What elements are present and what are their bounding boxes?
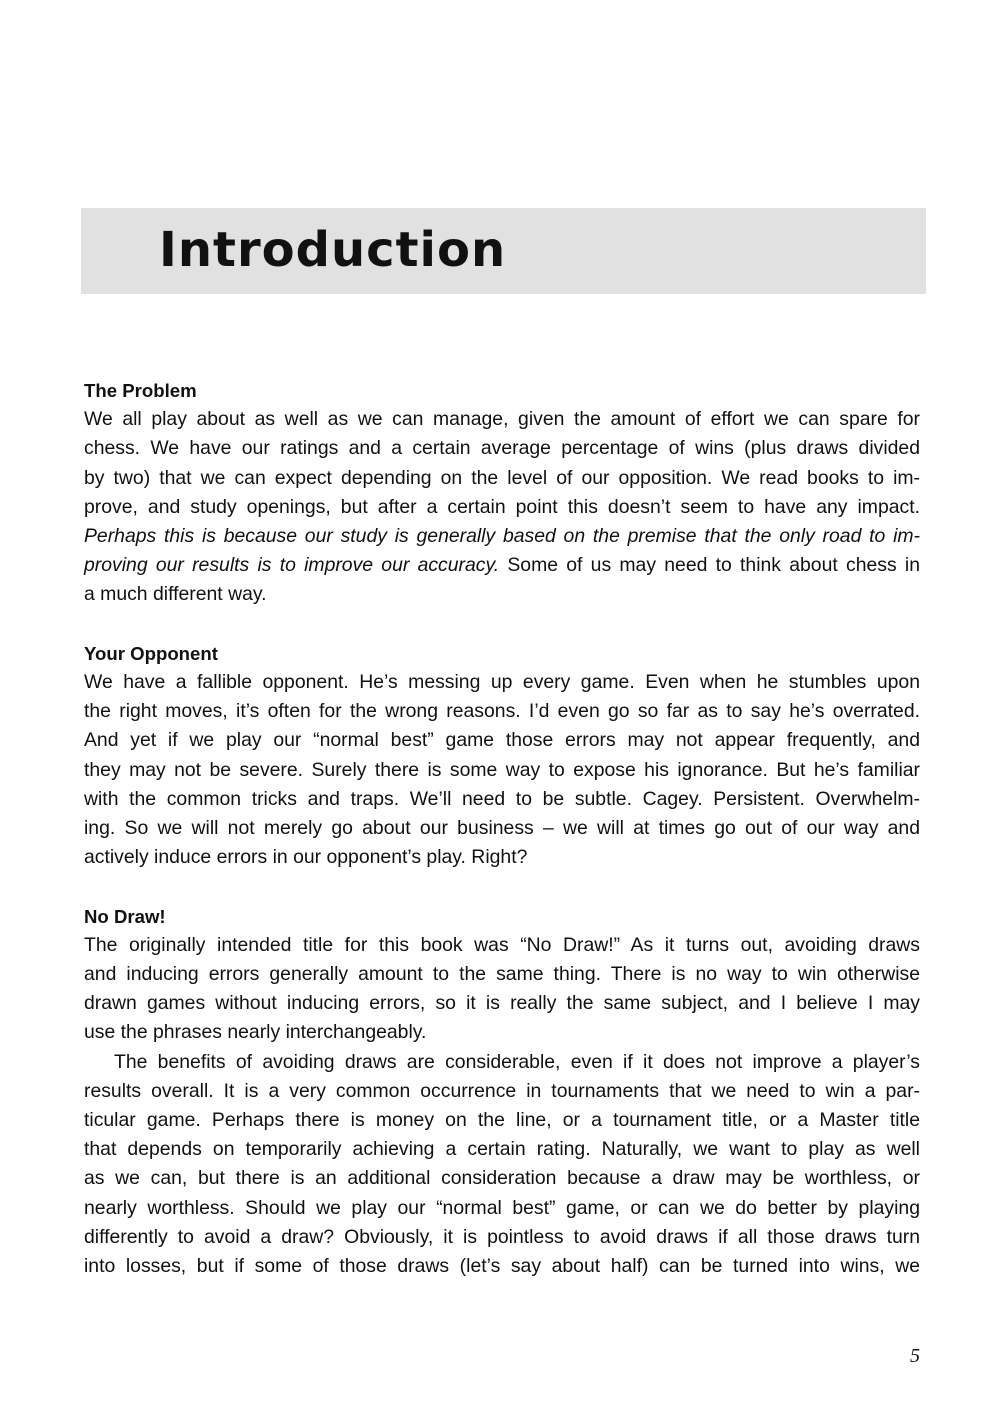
- text-line: And yet if we play our “normal best” game those errors may not appear frequently, and: [84, 729, 920, 752]
- chapter-title: Introduction: [159, 222, 507, 278]
- paragraph: [84, 931, 920, 1048]
- section-heading: No Draw!: [84, 905, 166, 927]
- paragraph: [84, 668, 920, 872]
- text-line: We have a fallible opponent. He’s messing up every game. Even when he stumbles upon: [84, 671, 920, 694]
- text-line: The originally intended title for this book was “No Draw!” As it turns out, avoiding draws: [84, 933, 920, 956]
- text-line: with the common tricks and traps. We’ll need to be subtle. Cagey. Persistent. Overwhelm-: [84, 787, 920, 810]
- text-line-indented: The benefits of avoiding draws are considerable, even if it does not improve a player’s: [114, 1050, 920, 1073]
- section-heading: Your Opponent: [84, 642, 218, 664]
- text-line-mixed: [84, 551, 920, 580]
- italic-text: proving our results is to improve our accuracy.: [84, 554, 500, 577]
- section-heading: The Problem: [84, 380, 197, 401]
- text-line: ing. So we will not merely go about our business – we will at times go out of our way and: [84, 817, 920, 840]
- chapter-heading-band: [81, 208, 926, 294]
- page-number: 5: [910, 1345, 920, 1367]
- section-your-opponent: [84, 639, 920, 873]
- text-line: nearly worthless. Should we play our “normal best” game, or can we do better by playing: [84, 1196, 920, 1219]
- text-line: they may not be severe. Surely there is some way to expose his ignorance. But he’s familiar: [84, 758, 920, 781]
- body-text: [84, 376, 920, 1310]
- text-line: actively induce errors in our opponent’s play. Right?: [84, 846, 528, 869]
- paragraph: [84, 1048, 920, 1282]
- section-no-draw: [84, 902, 920, 1282]
- text-fragment: Some of us may need to think about chess in: [499, 554, 920, 577]
- text-line: chess. We have our ratings and a certain average percentage of wins (plus draws divided: [84, 437, 920, 460]
- text-line: and inducing errors generally amount to the same thing. There is no way to win otherwise: [84, 963, 920, 986]
- text-line: drawn games without inducing errors, so it is really the same subject, and I believe I may: [84, 992, 920, 1015]
- text-line: results overall. It is a very common occurrence in tournaments that we need to win a par-: [84, 1079, 920, 1102]
- text-line: by two) that we can expect depending on the level of our opposition. We read books to im-: [84, 466, 920, 489]
- text-line: use the phrases nearly interchangeably.: [84, 1021, 427, 1044]
- text-line: the right moves, it’s often for the wrong reasons. I’d even go so far as to say he’s overrated.: [84, 700, 920, 723]
- text-line: as we can, but there is an additional consideration because a draw may be worthless, or: [84, 1167, 920, 1190]
- text-line: ticular game. Perhaps there is money on the line, or a tournament title, or a Master title: [84, 1109, 920, 1132]
- text-line: into losses, but if some of those draws (let’s say about half) can be turned into wins, we: [84, 1255, 920, 1278]
- text-line: that depends on temporarily achieving a certain rating. Naturally, we want to play as well: [84, 1138, 920, 1161]
- text-line: We all play about as well as we can manage, given the amount of effort we can spare for: [84, 408, 920, 431]
- text-line: prove, and study openings, but after a certain point this doesn’t seem to have any impact.: [84, 495, 920, 518]
- section-the-problem: [84, 376, 920, 610]
- text-line: differently to avoid a draw? Obviously, it is pointless to avoid draws if all those draws turn: [84, 1225, 920, 1248]
- italic-text-line: Perhaps this is because our study is generally based on the premise that the only road to im-: [84, 525, 920, 548]
- text-line: a much different way.: [84, 583, 267, 606]
- paragraph: [84, 405, 920, 609]
